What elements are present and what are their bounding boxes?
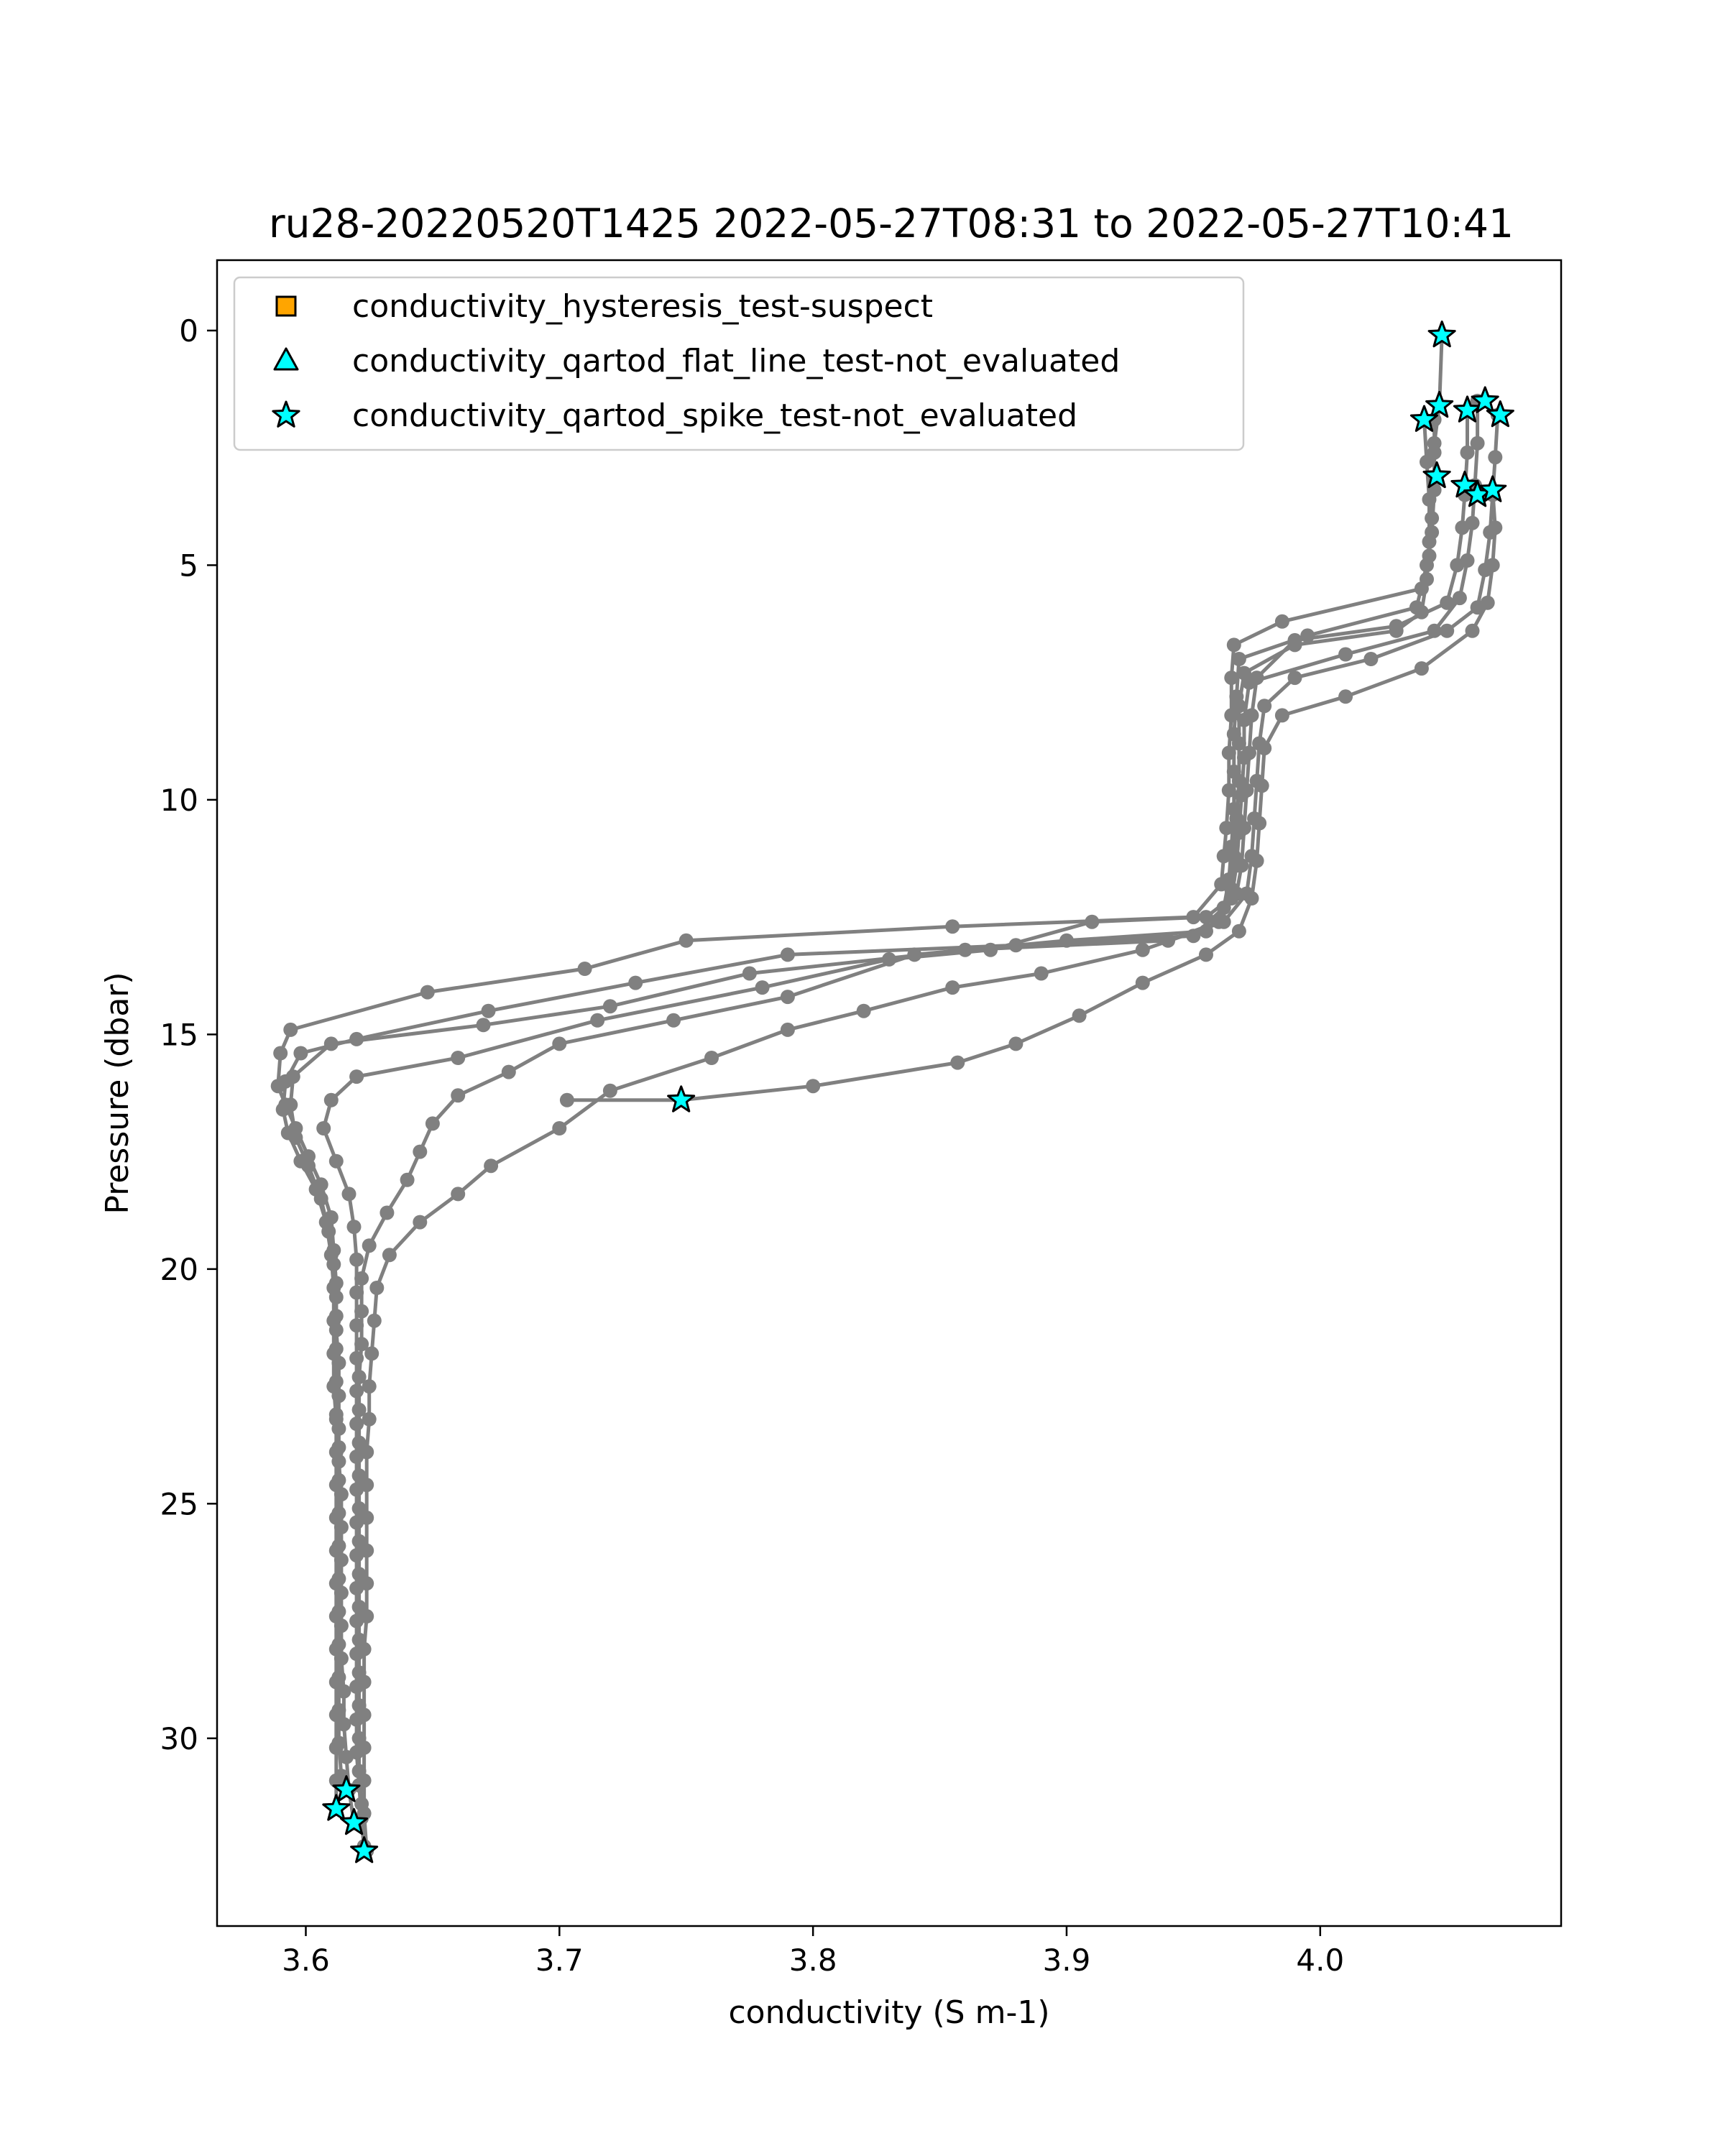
- legend-label: conductivity_qartod_spike_test-not_evaluated: [352, 397, 1078, 434]
- profile-point: [857, 1004, 871, 1018]
- profile-point: [1237, 750, 1251, 765]
- profile-point: [1252, 816, 1266, 831]
- y-axis-title: Pressure (dbar): [99, 972, 136, 1215]
- profile-point: [329, 1323, 344, 1337]
- profile-point: [324, 1093, 339, 1107]
- profile-point: [362, 1238, 377, 1253]
- profile-point: [1363, 652, 1378, 666]
- y-tick-label: 20: [160, 1251, 198, 1287]
- profile-point: [362, 1412, 377, 1427]
- profile-point: [1460, 553, 1475, 568]
- x-tick-label: 3.7: [535, 1943, 584, 1978]
- profile-point: [1420, 455, 1434, 469]
- profile-point: [1085, 915, 1099, 929]
- profile-point: [1338, 648, 1353, 662]
- profile-point: [1232, 826, 1246, 840]
- y-tick-label: 5: [179, 548, 198, 584]
- profile-point: [293, 1046, 308, 1061]
- profile-point: [1422, 535, 1437, 549]
- profile-point: [1338, 689, 1353, 704]
- profile-point: [482, 1004, 496, 1018]
- profile-point: [359, 1544, 374, 1558]
- profile-point: [357, 1675, 372, 1690]
- y-tick-label: 30: [160, 1720, 198, 1756]
- profile-point: [679, 934, 694, 948]
- profile-point: [380, 1206, 394, 1220]
- profile-point: [359, 1576, 374, 1590]
- profile-point: [484, 1158, 498, 1173]
- profile-point: [364, 1346, 379, 1360]
- y-tick-label: 0: [179, 313, 198, 349]
- profile-point: [314, 1192, 328, 1206]
- legend-label: conductivity_hysteresis_test-suspect: [352, 288, 934, 325]
- x-tick-label: 3.8: [788, 1943, 837, 1978]
- profile-point: [451, 1051, 465, 1065]
- profile-point: [336, 1717, 351, 1731]
- profile-point: [1422, 492, 1437, 507]
- profile-point: [1420, 572, 1434, 586]
- profile-point: [1136, 976, 1150, 990]
- profile-point: [502, 1065, 516, 1079]
- profile-point: [334, 1651, 349, 1666]
- profile-point: [357, 1741, 372, 1755]
- x-tick-label: 4.0: [1296, 1943, 1345, 1978]
- profile-point: [1229, 858, 1243, 872]
- profile-point: [628, 976, 643, 990]
- profile-point: [334, 1585, 349, 1600]
- profile-point: [590, 1013, 604, 1028]
- profile-point: [1257, 741, 1271, 755]
- profile-point: [357, 1708, 372, 1722]
- profile-point: [1242, 676, 1256, 690]
- y-tick-label: 25: [160, 1486, 198, 1522]
- profile-point: [349, 1253, 364, 1267]
- x-tick-label: 3.6: [282, 1943, 330, 1978]
- profile-point: [359, 1609, 374, 1623]
- profile-point: [331, 1455, 346, 1469]
- profile-point: [400, 1173, 415, 1187]
- profile-point: [426, 1116, 440, 1130]
- profile-point: [603, 1084, 617, 1098]
- profile-point: [560, 1093, 574, 1107]
- profile-point: [1227, 637, 1241, 652]
- profile-point: [288, 1130, 303, 1145]
- profile-point: [578, 962, 592, 976]
- profile-point: [286, 1069, 300, 1084]
- profile-point: [552, 1121, 566, 1135]
- profile-point: [1288, 671, 1302, 685]
- profile-point: [806, 1079, 820, 1093]
- profile-point: [1486, 558, 1500, 572]
- profile-point: [742, 967, 757, 981]
- profile-point: [1275, 708, 1289, 722]
- profile-point: [349, 1416, 364, 1431]
- profile-point: [349, 1069, 364, 1084]
- profile-point: [666, 1013, 681, 1028]
- profile-point: [336, 1685, 351, 1699]
- profile-point: [1453, 591, 1467, 605]
- profile-point: [1237, 713, 1251, 727]
- profile-point: [357, 1642, 372, 1657]
- profile-point: [781, 947, 795, 962]
- profile-point: [1072, 1008, 1087, 1023]
- profile-point: [362, 1379, 377, 1393]
- profile-point: [334, 1553, 349, 1567]
- profile-point: [334, 1520, 349, 1534]
- profile-point: [1255, 778, 1269, 793]
- profile-point: [1466, 516, 1480, 530]
- x-tick-label: 3.9: [1042, 1943, 1091, 1978]
- legend-label: conductivity_qartod_flat_line_test-not_evaluated: [352, 343, 1121, 379]
- profile-point: [331, 1422, 346, 1436]
- profile-point: [369, 1281, 384, 1295]
- profile-point: [273, 1046, 288, 1061]
- profile-point: [334, 1618, 349, 1633]
- legend: [234, 277, 1243, 450]
- profile-point: [1488, 520, 1502, 535]
- profile-point: [331, 1388, 346, 1403]
- profile-point: [1008, 1036, 1023, 1051]
- profile-point: [477, 1018, 491, 1032]
- profile-point: [420, 985, 435, 1000]
- profile-point: [1414, 661, 1429, 676]
- profile-point: [755, 980, 770, 995]
- profile-point: [1275, 614, 1289, 629]
- profile-point: [359, 1478, 374, 1492]
- profile-point: [331, 1356, 346, 1370]
- y-tick-label: 10: [160, 782, 198, 818]
- profile-point: [704, 1051, 719, 1065]
- profile-point: [781, 1023, 795, 1037]
- profile-point: [413, 1215, 427, 1230]
- profile-point: [334, 1487, 349, 1501]
- profile-point: [1059, 934, 1074, 948]
- profile-point: [451, 1187, 465, 1201]
- profile-point: [326, 1257, 341, 1271]
- x-axis-title: conductivity (S m-1): [728, 1994, 1050, 2031]
- y-tick-label: 15: [160, 1017, 198, 1053]
- profile-point: [1466, 624, 1480, 638]
- profile-point: [1232, 924, 1246, 939]
- profile-point: [1257, 699, 1271, 713]
- profile-point: [359, 1445, 374, 1460]
- profile-point: [1488, 450, 1502, 464]
- profile-point: [1034, 967, 1049, 981]
- profile-point: [1245, 891, 1259, 906]
- profile-point: [367, 1314, 382, 1328]
- profile-point: [413, 1145, 427, 1159]
- profile-point: [1288, 633, 1302, 648]
- profile-point: [945, 980, 960, 995]
- profile-point: [359, 1511, 374, 1525]
- profile-point: [329, 1290, 344, 1304]
- profile-point: [781, 990, 795, 1004]
- profile-point: [950, 1056, 965, 1070]
- profile-point: [603, 999, 617, 1013]
- profile-point: [283, 1023, 298, 1037]
- profile-point: [347, 1220, 362, 1234]
- legend-square-marker: [277, 297, 295, 315]
- profile-point: [1199, 947, 1213, 962]
- profile-point: [324, 1036, 339, 1051]
- profile-point: [1481, 596, 1495, 610]
- profile-point: [321, 1225, 336, 1239]
- profile-point: [907, 947, 921, 962]
- profile-point: [329, 1154, 344, 1169]
- profile-point: [301, 1158, 316, 1173]
- profile-point: [1234, 788, 1248, 802]
- profile-point: [1250, 854, 1264, 868]
- chart-title: ru28-20220520T1425 2022-05-27T08:31 to 2022-05-27T10:41: [269, 201, 1514, 247]
- profile-point: [1232, 652, 1246, 666]
- profile-point: [354, 1304, 369, 1319]
- profile-point: [1224, 891, 1238, 906]
- profile-point: [1389, 619, 1404, 633]
- profile-point: [316, 1121, 331, 1135]
- profile-point: [1471, 436, 1485, 451]
- profile-point: [342, 1187, 356, 1201]
- profile-point: [983, 943, 998, 957]
- profile-point: [451, 1088, 465, 1102]
- profile-point: [945, 919, 960, 934]
- profile-point: [1136, 943, 1150, 957]
- profile-point: [349, 1384, 364, 1399]
- profile-point: [1440, 624, 1454, 638]
- profile-point: [354, 1271, 369, 1286]
- profile-point: [283, 1097, 298, 1112]
- profile-point: [382, 1248, 397, 1262]
- profile-point: [1217, 915, 1231, 929]
- profile-point: [552, 1036, 566, 1051]
